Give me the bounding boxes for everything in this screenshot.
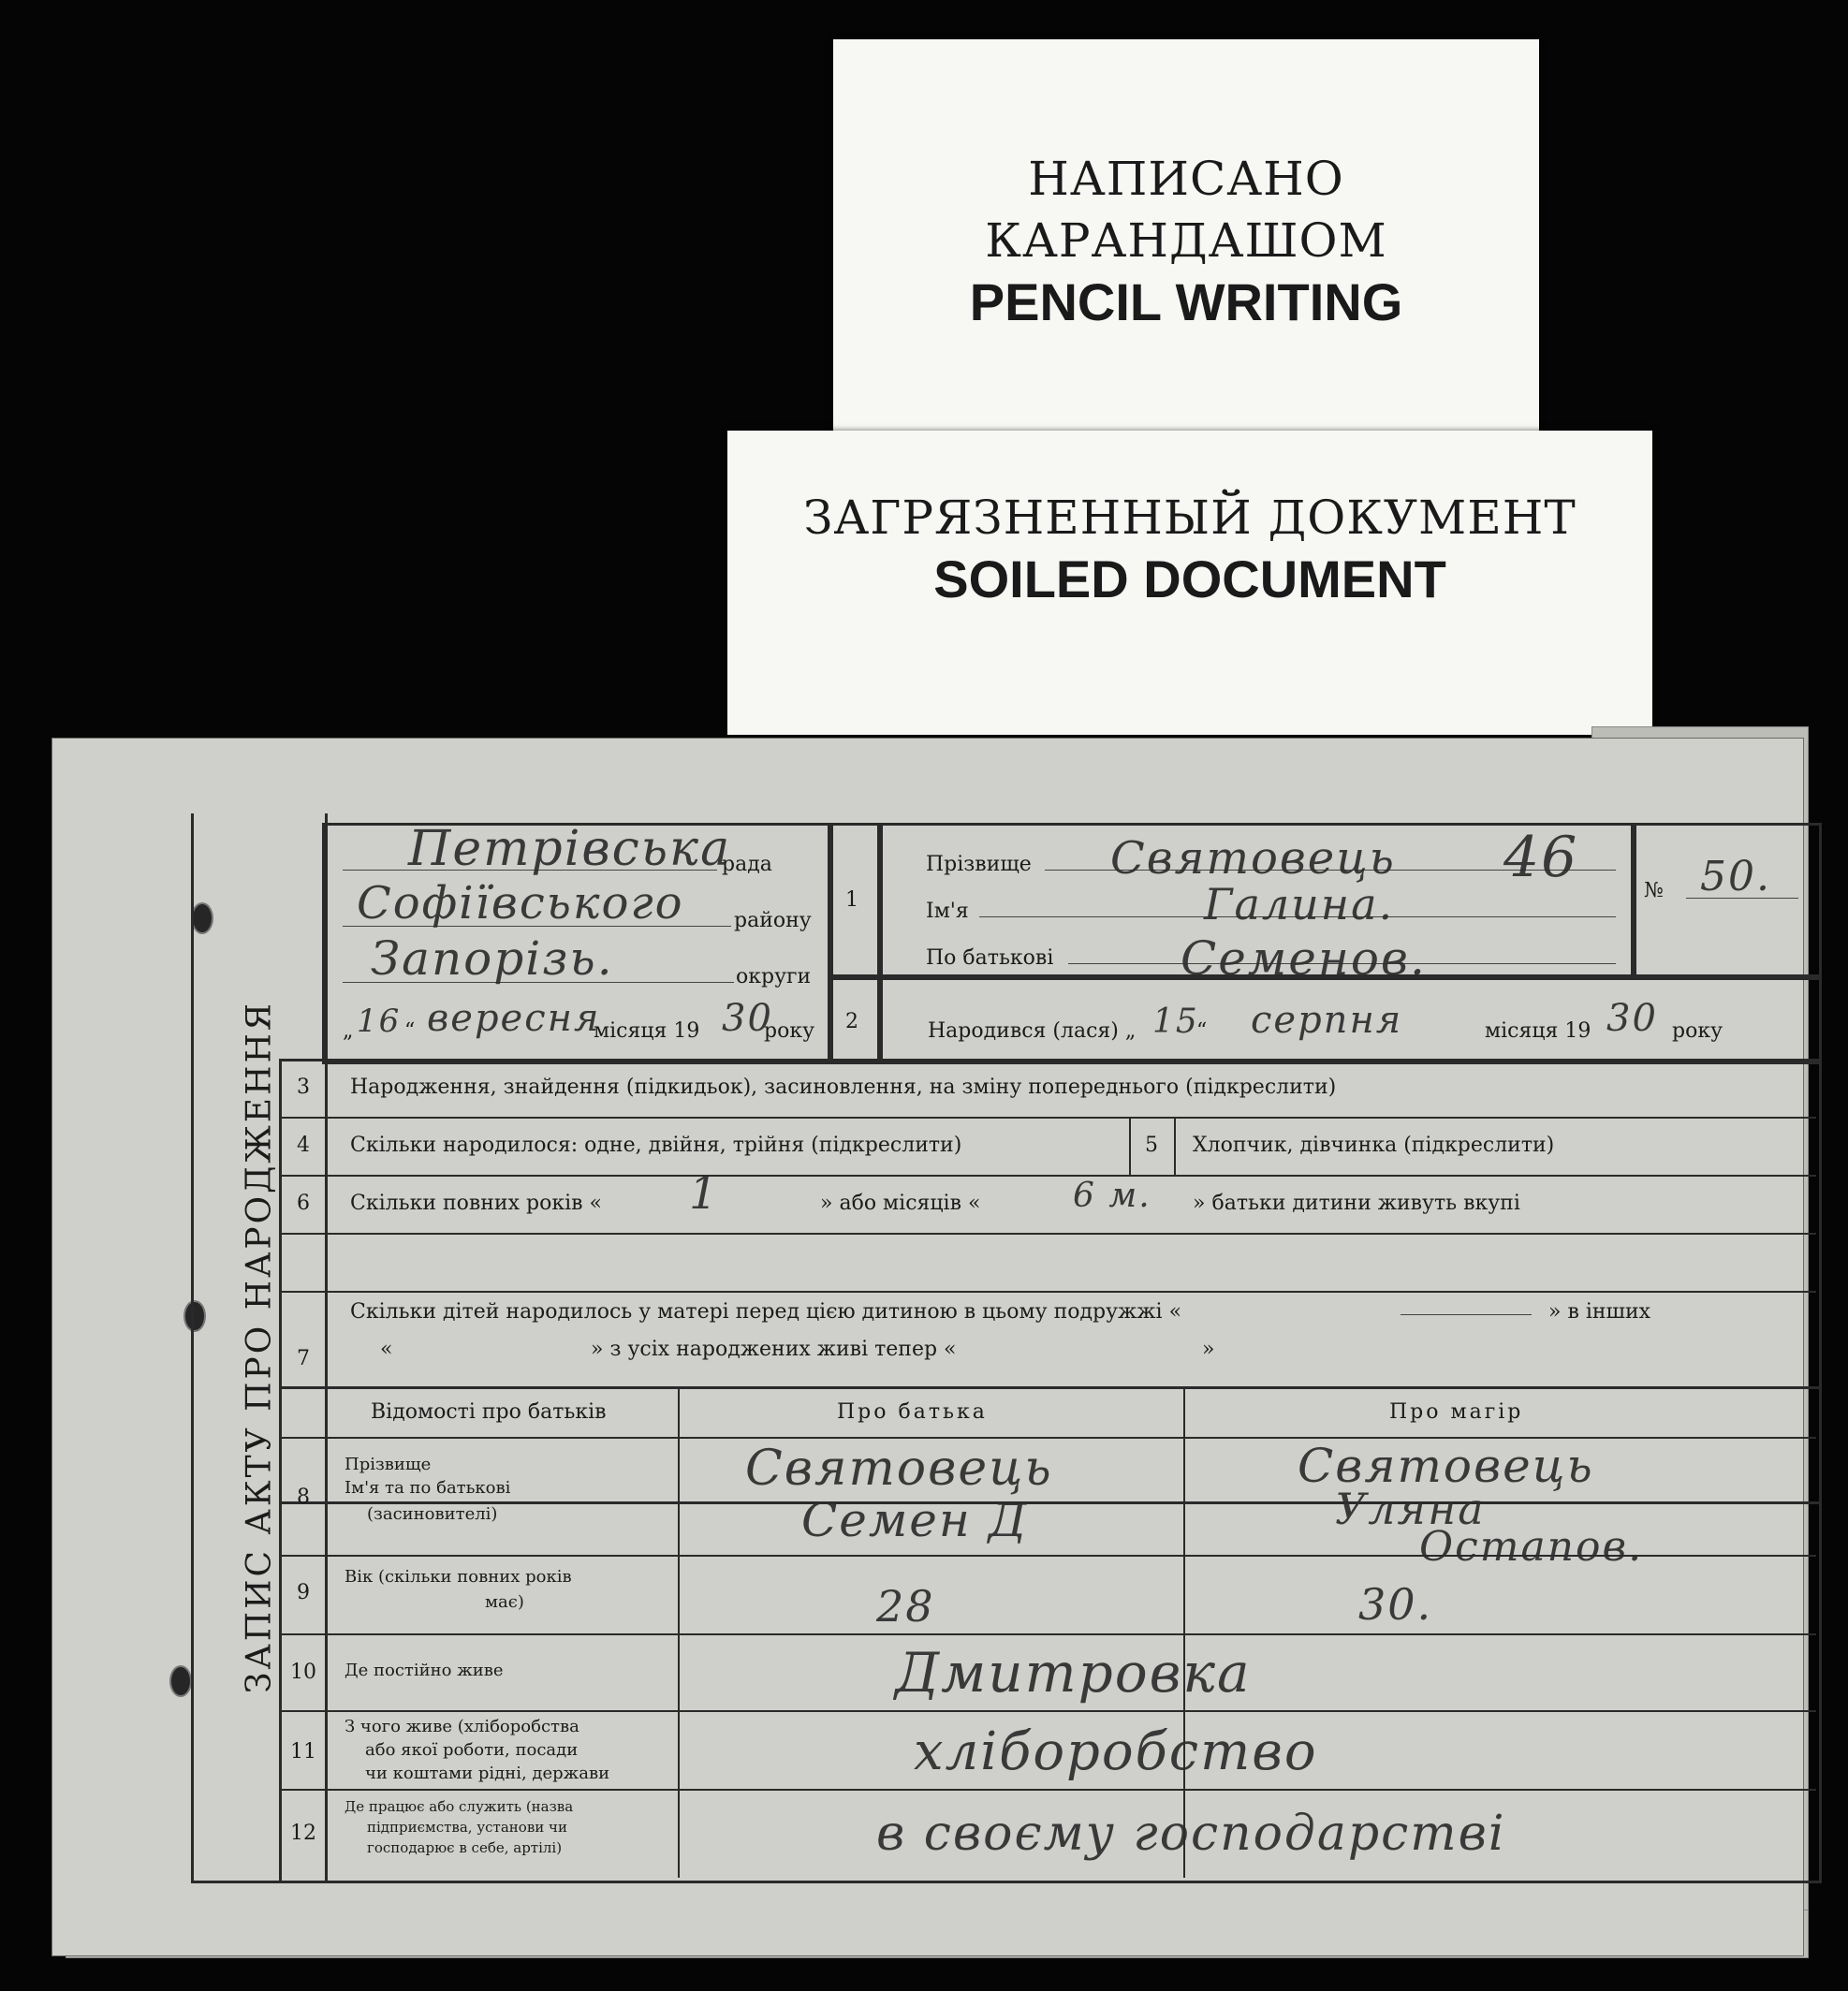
row8-line3: (засиновителі) (367, 1504, 498, 1524)
row12-number: 12 (290, 1822, 316, 1845)
hw-father-line2: Семен Д (801, 1493, 1029, 1547)
pencil-writing-ru-line2: КАРАНДАШОМ (985, 213, 1387, 268)
hw-occupation: хліборобство (914, 1721, 1318, 1782)
row10-line1: Де постійно живе (345, 1661, 504, 1680)
pencil-writing-ru-line1: НАПИСАНО (1028, 152, 1344, 206)
born-year-label: року (1672, 1019, 1723, 1043)
hw-reg-year: 30 (722, 997, 773, 1040)
row8-line2: Ім'я та по батькові (345, 1478, 511, 1498)
hw-name: Галина. (1204, 879, 1395, 930)
reg-year-label: року (764, 1019, 815, 1043)
row8-number: 8 (297, 1486, 310, 1509)
hw-rayon: Софіївського (357, 877, 684, 930)
hw-mother-age: 30. (1358, 1579, 1433, 1630)
hw-father-line1: Святовець (745, 1441, 1053, 1497)
patronymic-label: По батькові (926, 946, 1054, 970)
row11-line2: або якої роботи, посади (365, 1740, 579, 1760)
row5-number: 5 (1145, 1134, 1158, 1157)
hw-okruga: Запорізь. (371, 931, 614, 986)
hw-born-month: серпня (1251, 999, 1403, 1042)
punch-hole (169, 1665, 192, 1697)
hw-mother-line1: Святовець (1298, 1439, 1594, 1493)
rada-label: рада (722, 853, 772, 876)
hw-residence: Дмитровка (895, 1641, 1252, 1705)
soiled-document-label-card (727, 431, 1652, 735)
soiled-document-ru: ЗАГРЯЗНЕННЫЙ ДОКУМЕНТ (803, 490, 1577, 545)
birth-record-form (51, 738, 1804, 1956)
row11-number: 11 (290, 1740, 316, 1764)
hw-rada: Петрівська (408, 821, 732, 877)
row12-line3: господарює в себе, артілі) (367, 1839, 563, 1856)
row12-line1: Де працює або служить (назва (345, 1798, 574, 1815)
row6-text-b: » або місяців « (820, 1192, 981, 1215)
hw-months-together: 6 м. (1073, 1177, 1151, 1215)
born-quote-close: “ (1196, 1019, 1208, 1043)
mother-column-header: Про магір (1389, 1400, 1524, 1424)
row9-line2: має) (485, 1592, 524, 1612)
row5-text: Хлопчик, дівчинка (підкреслити) (1193, 1134, 1555, 1157)
row3-text: Народження, знайдення (підкидьок), засиновлення, на зміну попереднього (підкреслити) (350, 1076, 1337, 1099)
row4-number: 4 (297, 1134, 310, 1157)
rayon-label: району (734, 909, 812, 932)
row11-line1: З чого живе (хліборобства (345, 1717, 579, 1736)
row8-line1: Прізвище (345, 1455, 432, 1474)
reg-date-quote-open: „ (343, 1019, 354, 1043)
hw-mother-line2: Уляна (1335, 1484, 1486, 1534)
row3-number: 3 (297, 1076, 310, 1099)
row9-line1: Вік (скільки повних років (345, 1567, 572, 1587)
row6-text-a: Скільки повних років « (350, 1192, 602, 1215)
hw-surname: Святовець (1110, 832, 1396, 885)
soiled-document-en: SOILED DOCUMENT (933, 549, 1446, 608)
hw-years-together: 1 (689, 1167, 720, 1220)
form-title-vertical: ЗАПИС АКТУ ПРО НАРОДЖЕННЯ (240, 1001, 279, 1693)
surname-label: Прізвище (926, 853, 1032, 876)
row7-text-b: » в інших (1548, 1300, 1651, 1324)
hw-mother-line3: Остапов. (1419, 1523, 1644, 1571)
row7-text-e: » (1202, 1338, 1215, 1361)
born-label: Народився (лася) „ (928, 1019, 1137, 1043)
name-label: Ім'я (926, 900, 969, 923)
row6-number: 6 (297, 1192, 310, 1215)
row7-text-a: Скільки дітей народилось у матері перед цією дитиною в цьому подружжі « (350, 1300, 1182, 1324)
row11-line3: чи коштами рідні, держави (365, 1764, 610, 1783)
hw-born-day: 15 (1152, 1003, 1199, 1041)
pencil-writing-en: PENCIL WRITING (969, 272, 1403, 331)
hw-father-age: 28 (876, 1581, 935, 1632)
hw-born-year: 30 (1606, 997, 1658, 1040)
record-no-label: № (1644, 879, 1664, 902)
hw-workplace: в своєму господарстві (876, 1806, 1506, 1862)
hw-record-no: 50. (1700, 853, 1771, 900)
okruga-label: округи (736, 965, 812, 988)
row7-number: 7 (297, 1347, 310, 1370)
row9-number: 9 (297, 1581, 310, 1604)
row10-number: 10 (290, 1661, 316, 1684)
row1-number: 1 (845, 888, 858, 912)
row7-text-d: » з усіх народжених живі тепер « (591, 1338, 957, 1361)
born-month-label: місяця 19 (1485, 1019, 1591, 1043)
parents-info-header: Відомості про батьків (371, 1400, 607, 1424)
hw-reg-month: вересня (427, 997, 601, 1040)
row2-number: 2 (845, 1010, 858, 1033)
row12-line2: підприємства, установи чи (367, 1819, 567, 1836)
row4-text: Скільки народилося: одне, двійня, трійня (підкреслити) (350, 1134, 962, 1157)
hw-record-no-side: 46 (1503, 825, 1579, 890)
reg-date-quote-close: “ (404, 1019, 416, 1043)
reg-month-label: місяця 19 (594, 1019, 700, 1043)
hw-reg-day: 16 (357, 1003, 402, 1040)
row7-text-c: « (380, 1338, 393, 1361)
hw-patronymic: Семенов. (1181, 931, 1427, 986)
row6-text-c: » батьки дитини живуть вкупі (1193, 1192, 1520, 1215)
father-column-header: Про батька (837, 1400, 988, 1424)
pencil-writing-label-card (833, 39, 1539, 442)
